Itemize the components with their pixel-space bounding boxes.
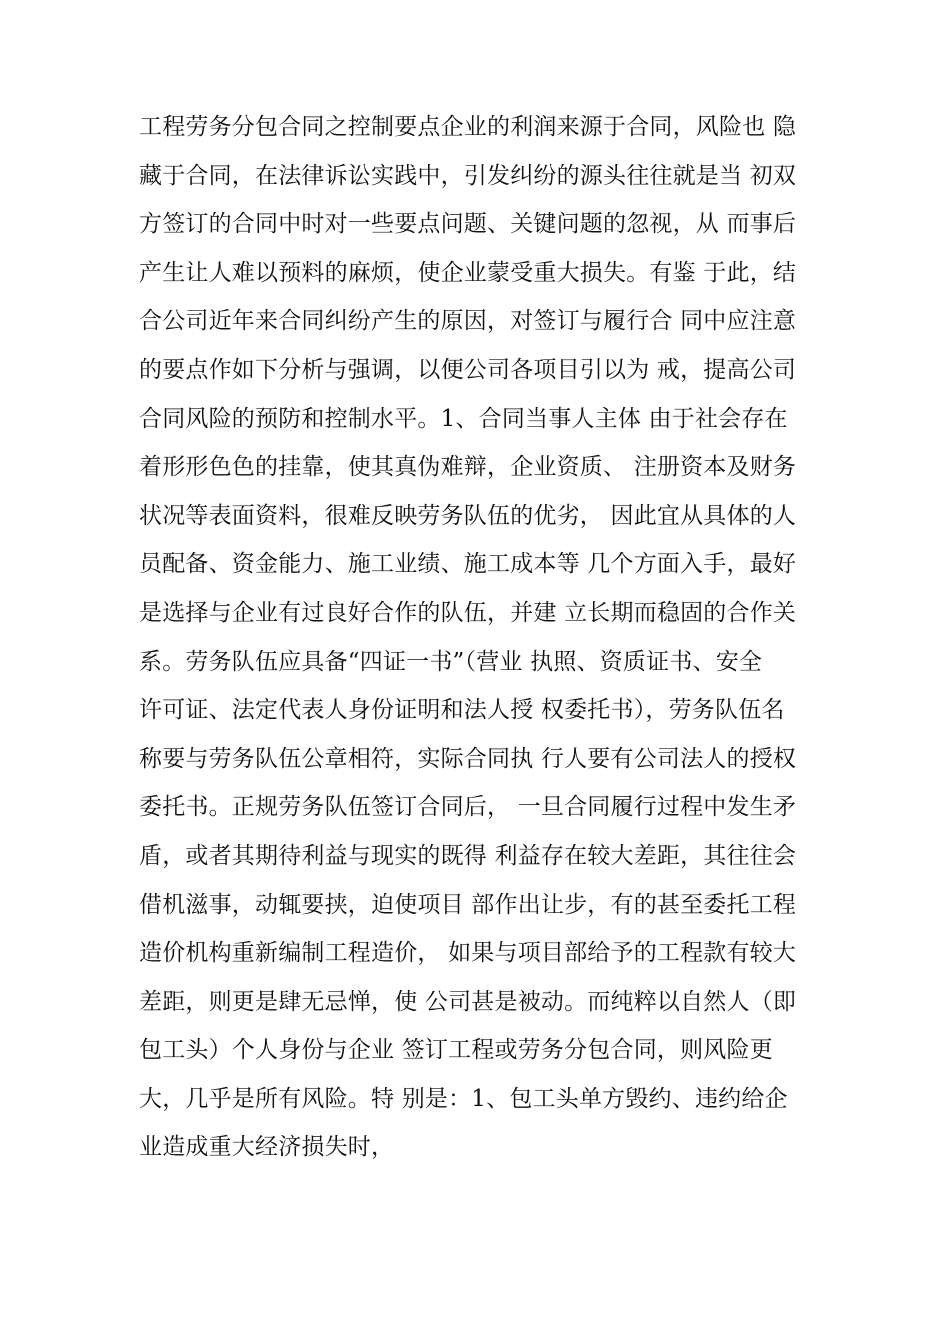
text-line: 造价机构重新编制工程造价， 如果与项目部给予的工程款有较大: [139, 940, 797, 967]
text-line: 许可证、法定代表人身份证明和法人授 权委托书），劳务队伍名: [139, 697, 785, 724]
text-line: 盾，或者其期待利益与现实的既得 利益存在较大差距，其往往会: [139, 842, 797, 869]
text-line: 工程劳务分包合同之控制要点企业的利润来源于合同，风险也 隐: [139, 114, 797, 140]
text-line: 委托书。正规劳务队伍签订合同后， 一旦合同履行过程中发生矛: [139, 794, 797, 821]
text-line: 产生让人难以预料的麻烦，使企业蒙受重大损失。有鉴 于此，结: [139, 259, 797, 286]
text-line: 藏于合同，在法律诉讼实践中，引发纠纷的源头往往就是当 初双: [139, 162, 797, 189]
body-paragraph: [139, 103, 819, 1172]
text-line: 员配备、资金能力、施工业绩、施工成本等 几个方面入手，最好: [139, 551, 797, 578]
text-line: 着形形色色的挂靠，使其真伪难辩，企业资质、 注册资本及财务: [139, 454, 797, 481]
text-line: 大，几乎是所有风险。特 别是：1、包工头单方毁约、违约给企: [139, 1085, 788, 1112]
text-line: 称要与劳务队伍公章相符，实际合同执 行人要有公司法人的授权: [139, 745, 797, 772]
text-line: 借机滋事，动辄要挟，迫使项目 部作出让步，有的甚至委托工程: [139, 891, 797, 918]
text-line: 业造成重大经济损失时，: [139, 1134, 395, 1161]
text-line: 合同风险的预防和控制水平。1、合同当事人主体 由于社会存在: [139, 405, 788, 432]
text-line: 合公司近年来合同纠纷产生的原因，对签订与履行合 同中应注意: [139, 308, 797, 335]
text-line: 是选择与企业有过良好合作的队伍，并建 立长期而稳固的合作关: [139, 599, 797, 626]
text-line: 系。劳务队伍应具备“四证一书”（营业 执照、资质证书、安全: [139, 648, 763, 675]
text-line: 差距，则更是肆无忌惮，使 公司甚是被动。而纯粹以自然人（即: [139, 988, 797, 1015]
text-line: 状况等表面资料，很难反映劳务队伍的优劣， 因此宜从具体的人: [139, 502, 797, 529]
text-line: 包工头）个人身份与企业 签订工程或劳务分包合同，则风险更: [139, 1037, 773, 1064]
text-line: 的要点作如下分析与强调，以便公司各项目引以为 戒，提高公司: [139, 356, 797, 383]
text-line: 方签订的合同中时对一些要点问题、关键问题的忽视，从 而事后: [139, 211, 797, 238]
